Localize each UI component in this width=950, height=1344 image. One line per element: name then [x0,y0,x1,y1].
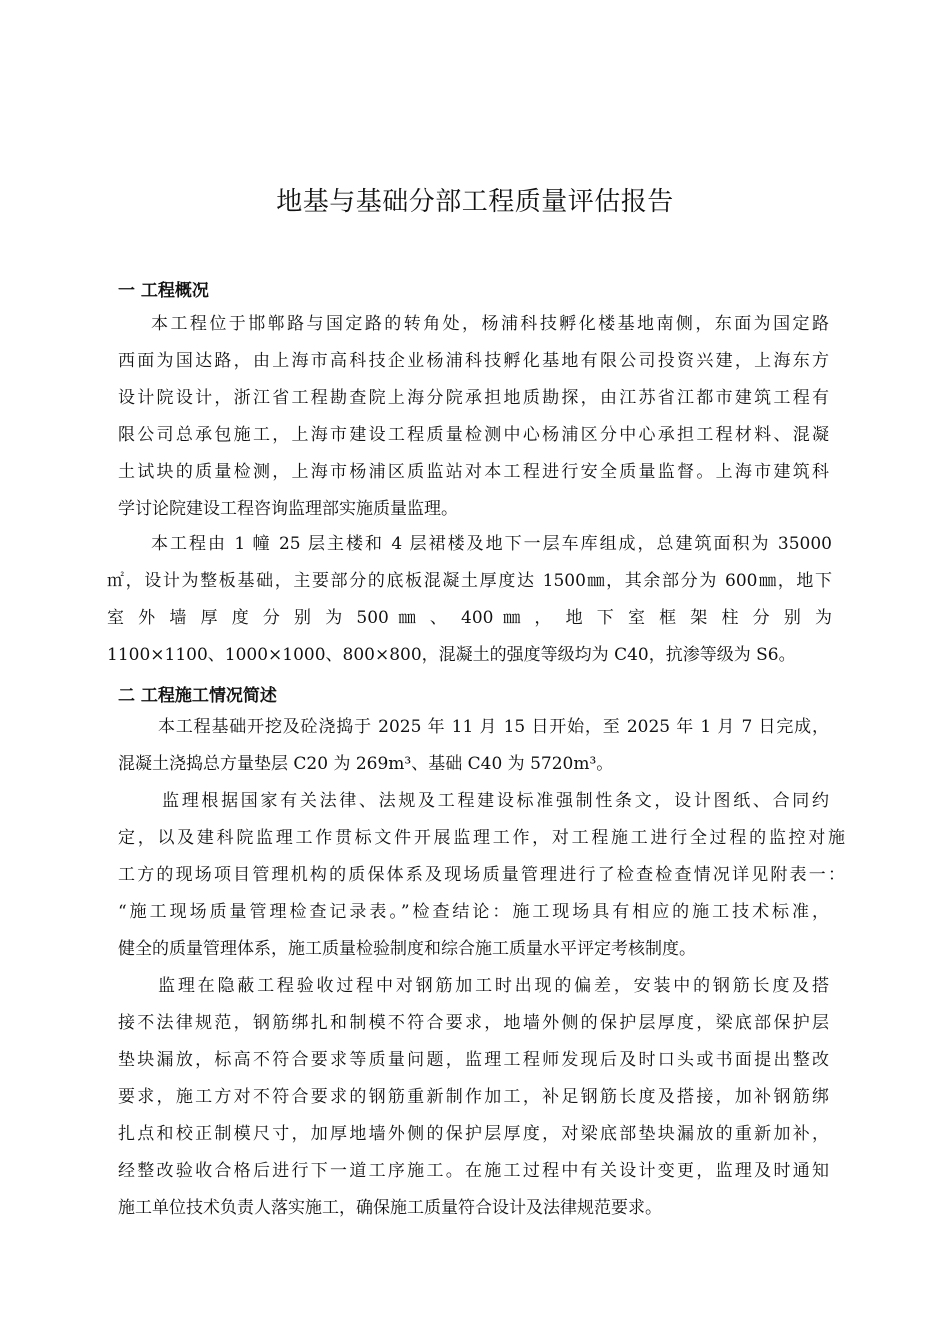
paragraph-line: 接不法律规范，钢筋绑扎和制模不符合要求，地墙外侧的保护层厚度，梁底部保护层 [118,1013,829,1033]
paragraph-line: 限公司总承包施工，上海市建设工程质量检测中心杨浦区分中心承担工程材料、混凝 [118,425,829,445]
paragraph-line: 西面为国达路，由上海市高科技企业杨浦科技孵化基地有限公司投资兴建，上海东方 [118,351,829,371]
paragraph-line: 垫块漏放，标高不符合要求等质量问题，监理工程师发现后及时口头或书面提出整改 [118,1050,829,1070]
paragraph-line: 土试块的质量检测，上海市杨浦区质监站对本工程进行安全质量监督。上海市建筑科 [118,462,829,482]
paragraph-line: 室 外 墙 厚 度 分 别 为 500 ㎜ 、 400 ㎜ ， 地 下 室 框 架 柱 分 别 为 [107,608,832,628]
paragraph-line: 混凝土浇捣总方量垫层 C20 为 269m³、基础 C40 为 5720m³。 [118,754,614,774]
paragraph-line: “施工现场质量管理检查记录表。”检查结论：施工现场具有相应的施工技术标准， [118,902,829,922]
paragraph-line: 经整改验收合格后进行下一道工序施工。在施工过程中有关设计变更，监理及时通知 [118,1161,829,1181]
paragraph-line: ㎡，设计为整板基础，主要部分的底板混凝土厚度达 1500㎜，其余部分为 600㎜，地下 [107,571,832,591]
section-heading-overview: 一 工程概况 [118,281,209,301]
document-title: 地基与基础分部工程质量评估报告 [276,187,674,217]
paragraph-line: 定，以及建科院监理工作贯标文件开展监理工作，对工程施工进行全过程的监控对施 [118,828,845,848]
paragraph-line: 要求，施工方对不符合要求的钢筋重新制作加工，补足钢筋长度及搭接，加补钢筋绑 [118,1087,829,1107]
paragraph-line: 扎点和校正制模尺寸，加厚地墙外侧的保护层厚度，对梁底部垫块漏放的重新加补， [118,1124,829,1144]
paragraph-line: 监理在隐蔽工程验收过程中对钢筋加工时出现的偏差，安装中的钢筋长度及搭 [158,976,829,996]
section-heading-construction: 二 工程施工情况简述 [118,686,277,706]
paragraph-line: 本工程基础开挖及砼浇捣于 2025 年 11 月 15 日开始，至 2025 年 1 月 7 日完成， [158,717,829,737]
paragraph-line: 健全的质量管理体系，施工质量检验制度和综合施工质量水平评定考核制度。 [118,939,696,959]
paragraph-line: 本工程由 1 幢 25 层主楼和 4 层裙楼及地下一层车库组成，总建筑面积为 35000 [151,534,832,554]
paragraph-line: 1100×1100、1000×1000、800×800，混凝土的强度等级均为 C40，抗渗等级为 S6。 [107,645,796,665]
paragraph-line: 设计院设计，浙江省工程勘查院上海分院承担地质勘探，由江苏省江都市建筑工程有 [118,388,829,408]
paragraph-line: 施工单位技术负责人落实施工，确保施工质量符合设计及法律规范要求。 [118,1198,662,1218]
paragraph-line: 学讨论院建设工程咨询监理部实施质量监理。 [118,499,458,519]
paragraph-line: 工方的现场项目管理机构的质保体系及现场质量管理进行了检查检查情况详见附表一： [118,865,845,885]
paragraph-line: 本工程位于邯郸路与国定路的转角处，杨浦科技孵化楼基地南侧，东面为国定路 [151,314,829,334]
paragraph-line: 监理根据国家有关法律、法规及工程建设标准强制性条文，设计图纸、合同约 [162,791,829,811]
